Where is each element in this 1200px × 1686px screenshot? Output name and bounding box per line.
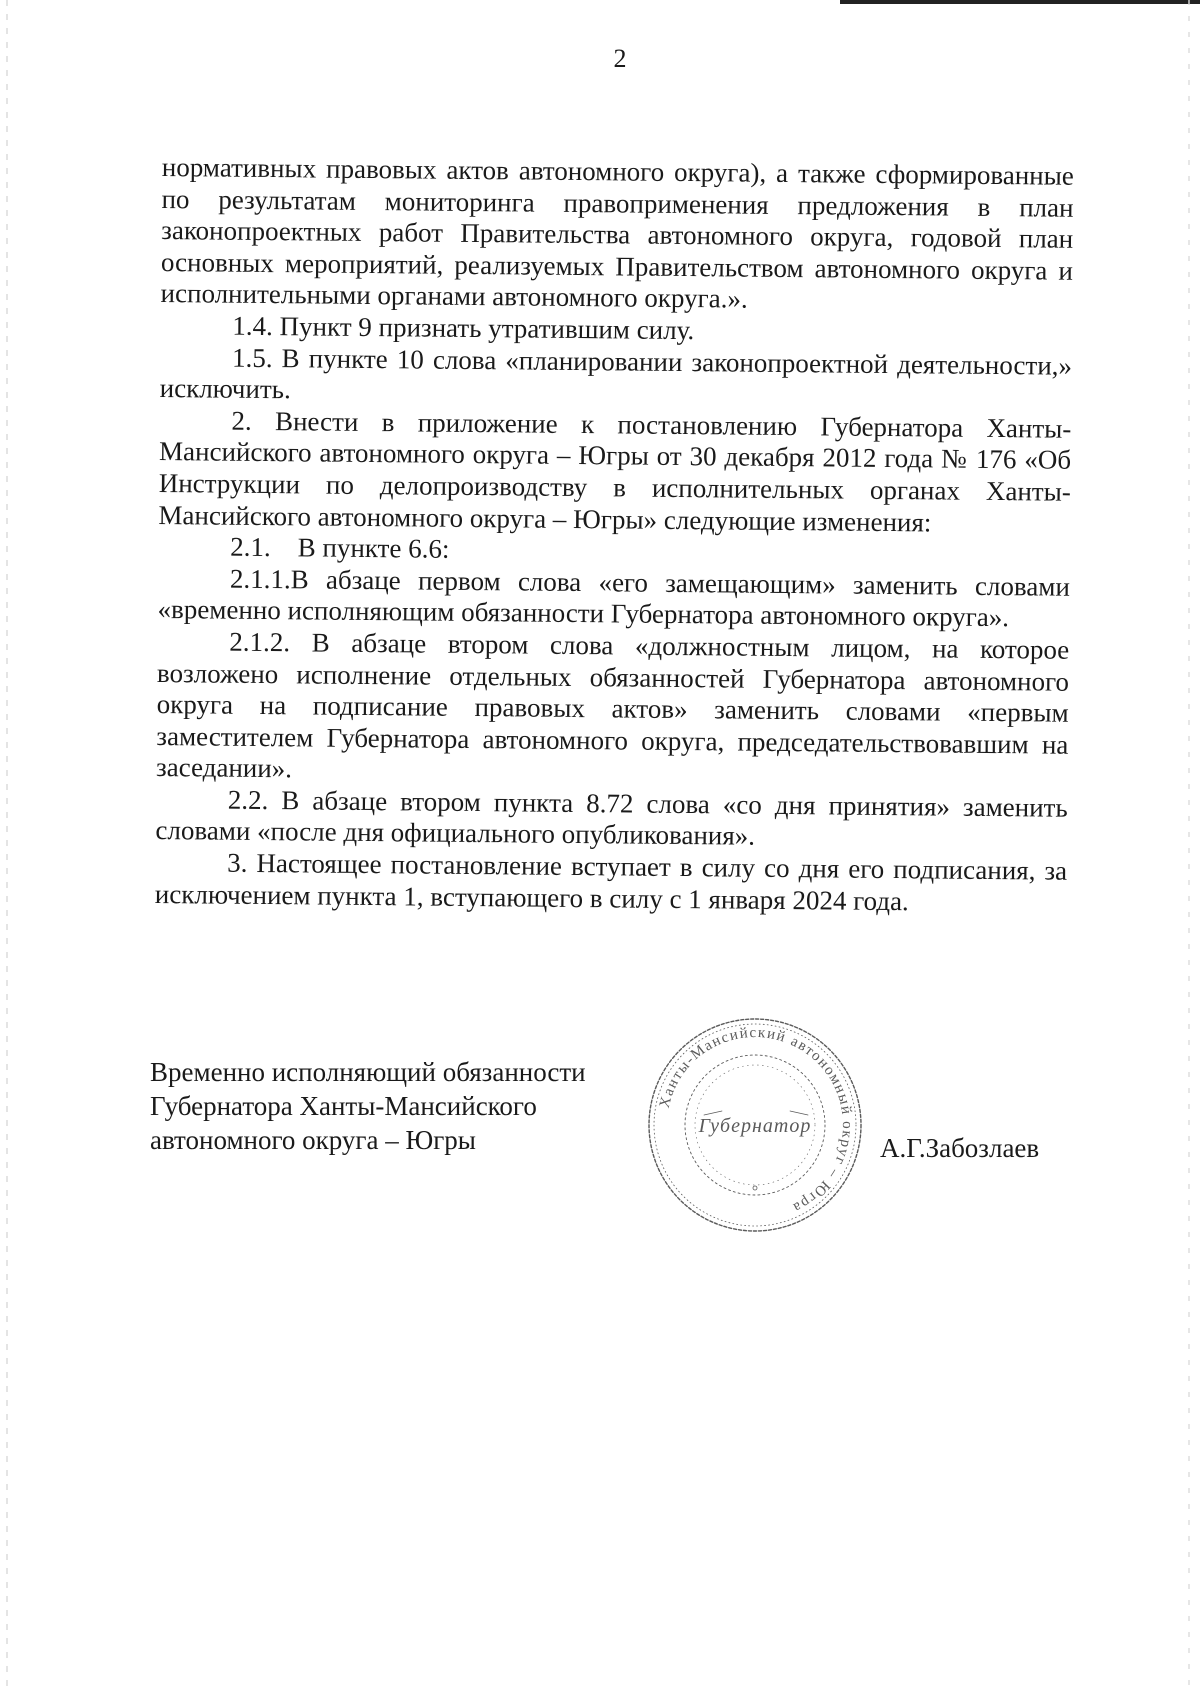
- document-body: [155, 152, 1074, 919]
- signer-position-line: автономного округа – Югры: [150, 1125, 476, 1155]
- paragraph: 2.1. В пункте 6.6:: [230, 531, 450, 564]
- top-edge-rule: [840, 0, 1200, 4]
- signer-position-line: Губернатора Ханты-Мансийского: [150, 1091, 537, 1121]
- paragraph: 3. Настоящее постановление вступает в силу со дня его подписания, за исключением пункта 1, вступающего в силу с 1 января 2024 года.: [154, 847, 1068, 916]
- paragraph: 1.5. В пункте 10 слова «планировании законопроектной деятельности,» исключить.: [159, 342, 1073, 405]
- scan-edge-right: [1188, 0, 1190, 1686]
- paragraph: 2.1.1.В абзаце первом слова «его замещающим» заменить словами «временно исполняющим обязанности Губернатора автономного округа».: [157, 563, 1071, 633]
- paragraph: 1.4. Пункт 9 признать утратившим силу.: [232, 310, 695, 346]
- paragraph: 2. Внести в приложение к постановлению Губернатора Ханты-Мансийского автономного округа – Югры от 30 декабря 2012 года № 176 «Об Инструкции по делопроизводству в исполнительных органах Ханты-Мансийского автономного округа – Югры» следующие изменения:: [158, 405, 1072, 537]
- paragraph: 2.2. В абзаце втором пункта 8.72 слова «со дня принятия» заменить словами «после дня официального опубликования».: [155, 784, 1068, 852]
- page-number: 2: [613, 44, 627, 73]
- signer-position-line: Временно исполняющий обязанности: [150, 1057, 586, 1087]
- paragraph: нормативных правовых актов автономного округа), а также сформированные по результатам мониторинга правоприменения предложения в план законопроектных работ Правительства автономного округа, годовой план основных мероприятий, реализуемых Правительством автономного округа и исполнительными органами автономного округа.».: [160, 152, 1074, 315]
- signer-name: А.Г.Забозлаев: [880, 1133, 1040, 1163]
- seal-center-text: Губернатор: [698, 1115, 812, 1137]
- scan-edge-left: [6, 0, 8, 1686]
- paragraph: 2.1.2. В абзаце втором слова «должностным лицом, на которое возложено исполнение отдельных обязанностей Губернатора автономного округа на подписание правовых актов» заменить словами «первым заместителем Губернатора автономного округа, председательствовавшим на заседании».: [155, 626, 1070, 784]
- signer-position: [150, 1055, 630, 1157]
- official-seal: [640, 1010, 870, 1240]
- seal-ring-text: Ханты-Мансийский автономный округ – Югра: [656, 1024, 856, 1216]
